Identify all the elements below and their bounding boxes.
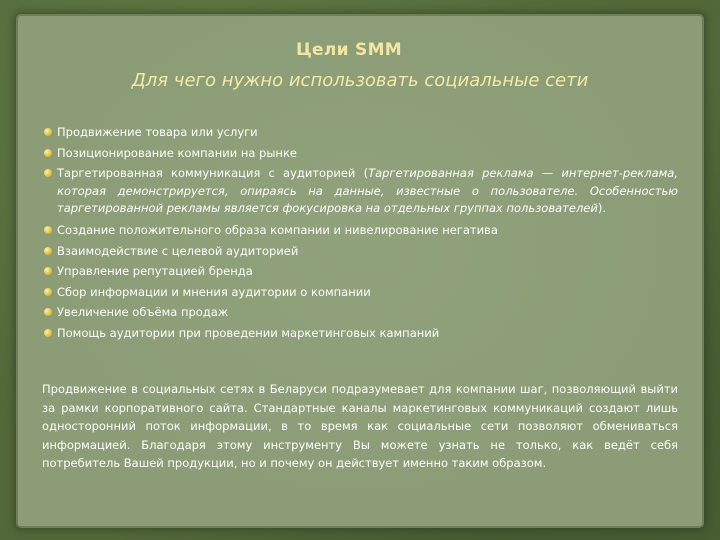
list-item-text: Сбор информации и мнения аудитории о компании [57,284,371,299]
list-item [42,263,678,279]
list-item [42,304,678,320]
bullet-icon [44,247,52,255]
list-item [42,243,678,259]
list-item-text: Управление репутацией бренда [57,264,253,278]
list-item-text: Создание положительного образа компании и нивелирование негатива [57,223,498,237]
list-item-text: Взаимодействие с целевой аудиторией [57,243,299,258]
bullet-icon [44,308,52,316]
list-item-suffix: ). [597,201,606,215]
list-item-text: Помощь аудитории при проведении маркетинговых кампаний [57,325,440,340]
list-item-text: Таргетированная коммуникация с аудиторией ( [57,166,369,180]
bullet-icon [44,149,52,157]
bullet-icon [44,329,52,337]
body-paragraph: Продвижение в социальных сетях в Беларуси подразумевает для компании шаг, позволяющий выйти за рамки корпоративного сайта. Стандартные каналы маркетинговых коммуникаций создают лишь односторонний поток информации, в то время как социальные сети позволяют обмениваться информацией. Благодаря этому инструменту Вы можете узнать не только, как ведёт себя потребитель Вашей продукции, но и почему он действует именно таким образом. [42,382,678,470]
bullet-icon [44,128,52,136]
list-item-text: Продвижение товара или услуги [57,125,258,139]
list-item-note: Таргетированная реклама — интернет-реклама, которая демонстрируется, опираясь на данные, известные о пользователе. Особенностью таргетированной рекламы является фокусировка на отдельных группах пользователей [57,166,678,215]
slide-title [0,40,720,60]
list-item-text: Позиционирование компании на рынке [57,145,297,160]
list-item [42,284,678,300]
bullet-icon [44,288,52,296]
bullet-icon [44,267,52,275]
slide-subtitle: Для чего нужно использовать социальные сети [131,70,589,91]
goals-list [42,124,678,345]
list-item [42,124,678,140]
list-item-text: Увеличение объёма продаж [57,305,229,319]
slide-title-text: Цели SMM [295,40,403,60]
list-item [42,222,678,238]
bullet-icon [44,169,52,177]
list-item [42,325,678,341]
list-item [42,145,678,161]
bullet-icon [44,226,52,234]
list-item [42,165,678,218]
